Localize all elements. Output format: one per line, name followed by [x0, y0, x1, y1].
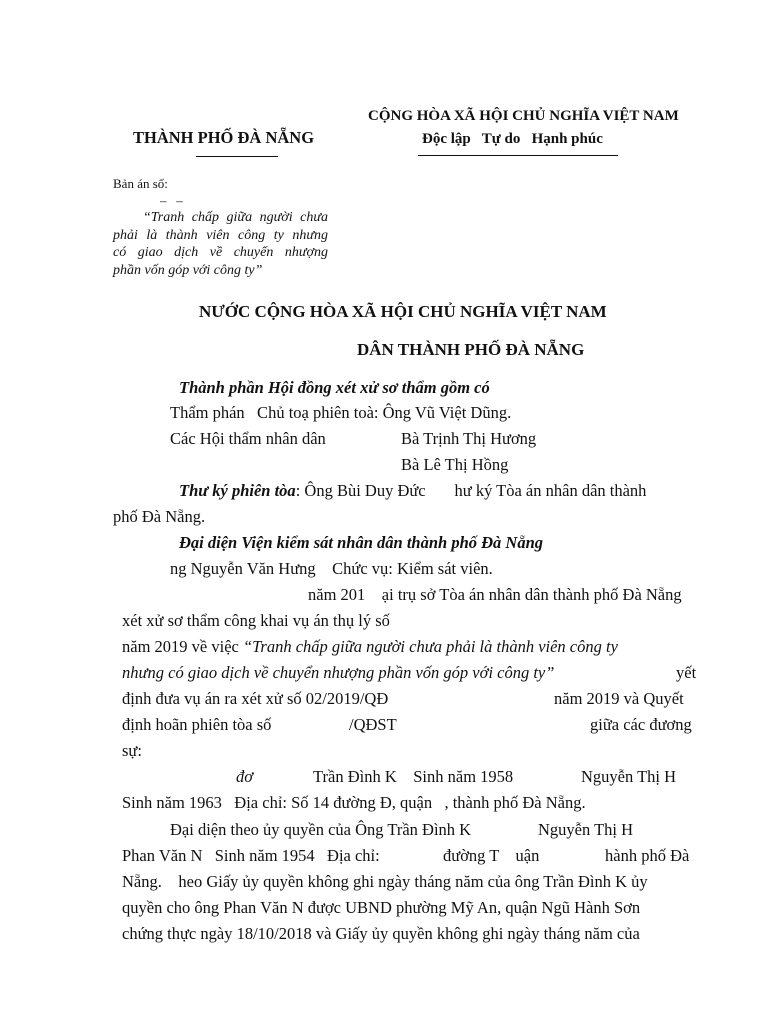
document-subtitle: DÂN THÀNH PHỐ ĐÀ NẴNG — [357, 340, 585, 359]
clerk-line — [179, 481, 646, 501]
judgment-number-label: Bản án số: — [113, 176, 168, 191]
clerk-continuation: phố Đà Nẵng. — [113, 507, 206, 526]
decision-line: năm 2019 và Quyết — [554, 689, 684, 708]
judgment-number-dashes: – – — [160, 193, 183, 208]
case-subject — [113, 209, 328, 279]
case-line-text: năm 2019 về việc — [122, 637, 243, 656]
juror-name: Bà Lê Thị Hồng — [401, 455, 509, 474]
party-line: Nguyễn Thị H — [581, 767, 677, 786]
clerk-text: : Ông Bùi Duy Đức hư ký Tòa án nhân dân thành — [295, 481, 647, 500]
representative-line: Phan Văn N Sinh năm 1954 Địa chỉ: — [122, 846, 380, 865]
case-line — [122, 637, 618, 657]
procuracy-line: ng Nguyễn Văn Hưng Chức vụ: Kiểm sát viên. — [170, 559, 493, 578]
case-title-quote: nhưng có giao dịch về chuyển nhượng phần vốn góp với công ty” — [122, 663, 555, 682]
representative-line: hành phố Đà — [605, 846, 690, 865]
case-subject-line: “Tranh chấp giữa người chưa — [143, 210, 328, 225]
procuracy-heading: Đại diện Viện kiểm sát nhân dân thành phố Đà Nẵng — [179, 533, 544, 552]
representative-line: Đại diện theo ủy quyền của Ông Trần Đình K — [170, 820, 472, 839]
case-line-text: yết — [676, 663, 697, 682]
case-subject-line: phần vốn góp với công ty” — [113, 262, 263, 278]
case-subject-line: phải là thành viên công ty nhưng — [113, 227, 328, 243]
motto-underline — [418, 155, 618, 156]
decision-line: định hoãn phiên tòa số — [122, 715, 272, 734]
decision-line: giữa các đương — [590, 715, 692, 734]
national-motto: Độc lập Tự do Hạnh phúc — [422, 131, 603, 147]
decision-line: /QĐST — [349, 715, 397, 734]
representative-line: Nẵng. heo Giấy ủy quyền không ghi ngày tháng năm của ông Trần Đình K ủy — [122, 872, 648, 891]
hearing-line: năm 201 ại trụ sở Tòa án nhân dân thành phố Đà Nẵng — [308, 585, 682, 604]
case-subject-line: có giao dịch về chuyển nhượng — [113, 245, 328, 260]
hearing-line: xét xử sơ thẩm công khai vụ án thụ lý số — [122, 611, 390, 630]
clerk-label: Thư ký phiên tòa — [179, 481, 296, 500]
party-line: Trần Đình K Sinh năm 1958 — [313, 767, 514, 786]
judge-line: Thẩm phán Chủ toạ phiên toà: Ông Vũ Việt Dũng. — [170, 403, 512, 422]
party-line: Sinh năm 1963 Địa chỉ: Số 14 đường Đ, quận , thành phố Đà Nẵng. — [122, 793, 586, 812]
representative-line: chứng thực ngày 18/10/2018 và Giấy ủy quyền không ghi ngày tháng năm của — [122, 924, 640, 943]
court-name: THÀNH PHỐ ĐÀ NẴNG — [133, 128, 315, 147]
party-label: đơ — [236, 767, 254, 786]
representative-line: Nguyễn Thị H — [538, 820, 634, 839]
juror-name: Bà Trịnh Thị Hương — [401, 429, 537, 448]
representative-line: quyền cho ông Phan Văn N được UBND phường Mỹ An, quận Ngũ Hành Sơn — [122, 898, 641, 917]
document-title: NƯỚC CỘNG HÒA XÃ HỘI CHỦ NGHĨA VIỆT NAM — [199, 302, 607, 321]
panel-heading: Thành phần Hội đồng xét xử sơ thẩm gồm có — [179, 378, 490, 397]
court-name-underline — [196, 156, 278, 157]
decision-line: sự: — [122, 741, 142, 760]
jurors-label: Các Hội thẩm nhân dân — [170, 429, 326, 448]
representative-line: đường T uận — [443, 846, 540, 865]
decision-line: định đưa vụ án ra xét xử số 02/2019/QĐ — [122, 689, 389, 708]
national-title: CỘNG HÒA XÃ HỘI CHỦ NGHĨA VIỆT NAM — [368, 108, 679, 124]
case-title-quote: “Tranh chấp giữa người chưa phải là thành viên công ty — [242, 637, 618, 656]
